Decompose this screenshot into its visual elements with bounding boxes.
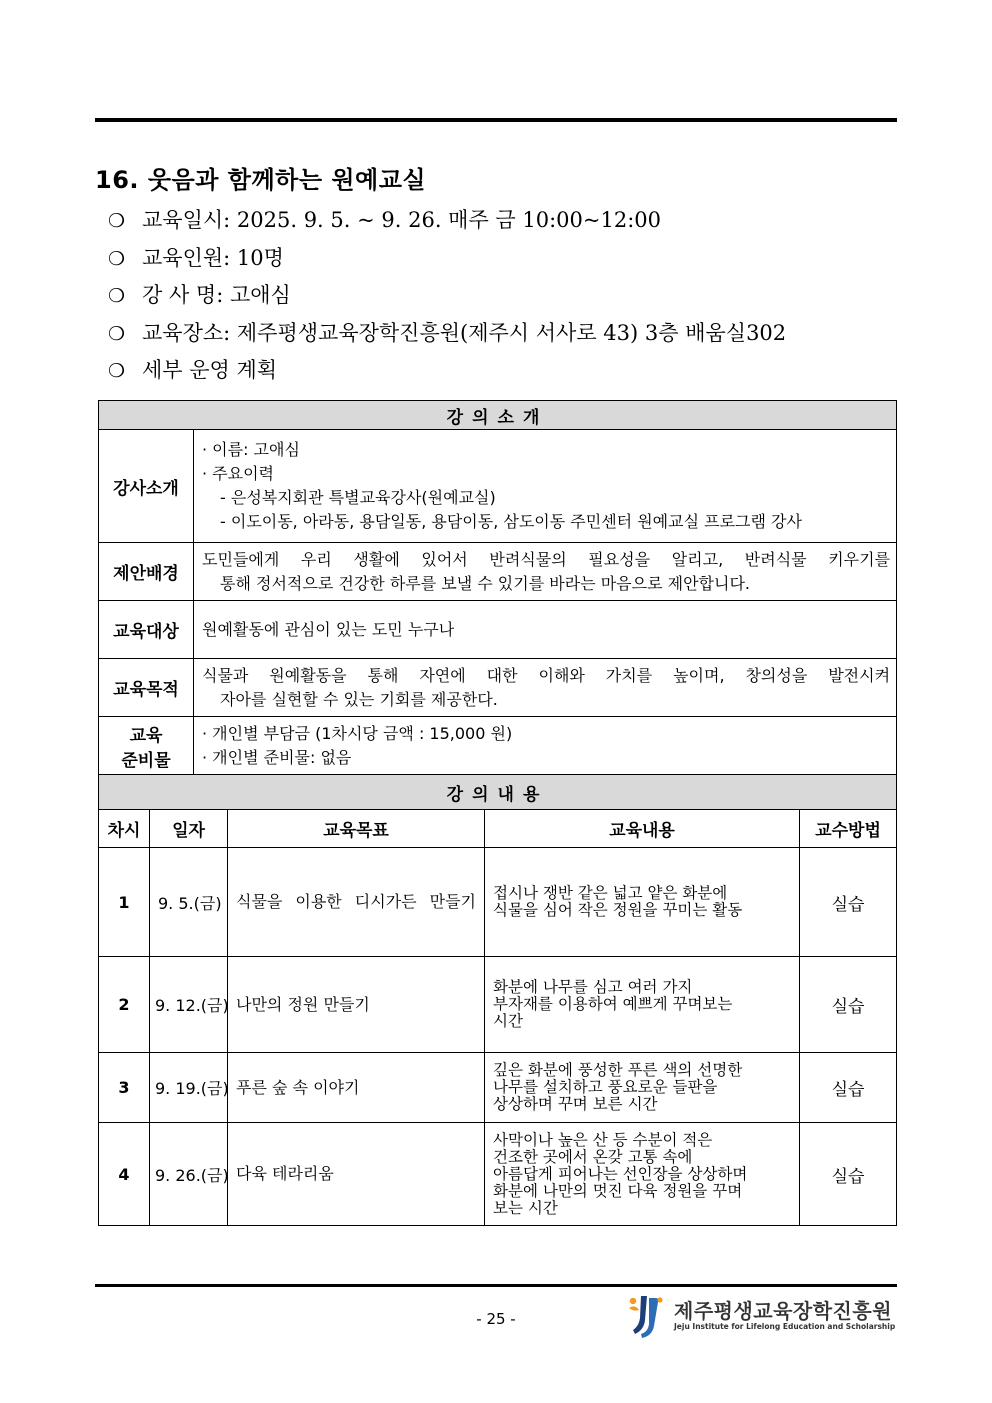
session-goal: 나만의 정원 만들기 <box>228 957 485 1053</box>
course-table <box>98 400 897 1226</box>
intro-band: 강의소개 <box>99 401 897 430</box>
target-label: 교육대상 <box>99 601 194 659</box>
top-rule <box>95 118 897 122</box>
target-row <box>99 601 897 659</box>
content-band: 강의내용 <box>99 775 897 810</box>
session-method: 실습 <box>800 1123 897 1226</box>
table-row <box>99 957 897 1053</box>
session-content: 화분에 나무를 심고 여러 가지 부자재를 이용하여 예쁘게 꾸며보는 시간 <box>485 957 800 1053</box>
circle-bullet-icon: ❍ <box>108 247 126 270</box>
info-item-plan: ❍ 세부 운영 계획 <box>108 352 786 390</box>
session-number: 1 <box>99 848 150 957</box>
session-content: 접시나 쟁반 같은 넓고 얕은 화분에 식물을 심어 작은 정원을 꾸미는 활동 <box>485 848 800 957</box>
session-method: 실습 <box>800 1053 897 1123</box>
background-row <box>99 543 897 601</box>
table-row <box>99 1053 897 1123</box>
col-header-session: 차시 <box>99 810 150 848</box>
section-heading: 16. 웃음과 함께하는 원예교실 <box>95 166 427 194</box>
info-item-location: ❍ 교육장소: 제주평생교육장학진흥원(제주시 서사로 43) 3층 배움실302 <box>108 315 786 353</box>
institute-emblem-icon <box>626 1292 670 1340</box>
background-label: 제안배경 <box>99 543 194 601</box>
session-date: 9. 26.(금) <box>150 1123 228 1226</box>
col-header-date: 일자 <box>150 810 228 848</box>
target-text: 원예활동에 관심이 있는 도민 누구나 <box>194 601 897 659</box>
col-header-method: 교수방법 <box>800 810 897 848</box>
session-content: 깊은 화분에 풍성한 푸른 색의 선명한 나무를 설치하고 풍요로운 들판을 상상하며 꾸며 보른 시간 <box>485 1053 800 1123</box>
purpose-text: 식물과 원예활동을 통해 자연에 대한 이해와 가치를 높이며, 창의성을 발전시켜 자아를 실현할 수 있는 기회를 제공한다. <box>194 659 897 717</box>
session-goal: 푸른 숲 속 이야기 <box>228 1053 485 1123</box>
session-number: 4 <box>99 1123 150 1226</box>
prep-details: · 개인별 부담금 (1차시당 금액 : 15,000 원) · 개인별 준비물: 없음 <box>194 717 897 775</box>
institute-subtitle: Jeju Institute for Lifelong Education and Scholarship <box>674 1322 896 1331</box>
session-goal: 다육 테라리움 <box>228 1123 485 1226</box>
instructor-label: 강사소개 <box>99 430 194 543</box>
page-number: - 25 - <box>476 1310 516 1328</box>
table-row <box>99 1123 897 1226</box>
circle-bullet-icon: ❍ <box>108 360 126 382</box>
content-band-row <box>99 775 897 810</box>
session-goal: 식물을 이용한 디시가든 만들기 <box>228 848 485 957</box>
info-item-instructor: ❍ 강 사 명: 고애심 <box>108 277 786 315</box>
session-date: 9. 5.(금) <box>150 848 228 957</box>
session-date: 9. 12.(금) <box>150 957 228 1053</box>
circle-bullet-icon: ❍ <box>108 322 126 345</box>
instructor-row <box>99 430 897 543</box>
column-header-row <box>99 810 897 848</box>
circle-bullet-icon: ❍ <box>108 210 126 232</box>
purpose-label: 교육목적 <box>99 659 194 717</box>
intro-band-row <box>99 401 897 430</box>
info-item-capacity: ❍ 교육인원: 10명 <box>108 240 786 278</box>
institute-logo <box>626 1292 896 1342</box>
session-number: 3 <box>99 1053 150 1123</box>
instructor-details: · 이름: 고애심 · 주요이력 - 은성복지회관 특별교육강사(원예교실) - 이도이동, 아라동, 용담일동, 용담이동, 삼도이동 주민센터 원예교실 프로그램 강사 <box>194 430 897 543</box>
prep-label: 교육 준비물 <box>99 717 194 775</box>
col-header-goal: 교육목표 <box>228 810 485 848</box>
session-content: 사막이나 높은 산 등 수분이 적은 건조한 곳에서 온갖 고통 속에 아름답게 피어나는 선인장을 상상하며 화분에 나만의 멋진 다육 정원을 꾸며 보는 시간 <box>485 1123 800 1226</box>
info-item-schedule: ❍ 교육일시: 2025. 9. 5. ~ 9. 26. 매주 금 10:00~12:00 <box>108 202 786 240</box>
session-date: 9. 19.(금) <box>150 1053 228 1123</box>
bottom-rule <box>95 1284 897 1287</box>
session-number: 2 <box>99 957 150 1053</box>
col-header-content: 교육내용 <box>485 810 800 848</box>
session-method: 실습 <box>800 957 897 1053</box>
circle-bullet-icon: ❍ <box>108 285 126 307</box>
info-list <box>108 202 786 390</box>
institute-name: 제주평생교육장학진흥원 <box>674 1299 893 1323</box>
session-method: 실습 <box>800 848 897 957</box>
table-row <box>99 848 897 957</box>
purpose-row <box>99 659 897 717</box>
prep-row <box>99 717 897 775</box>
background-text: 도민들에게 우리 생활에 있어서 반려식물의 필요성을 알리고, 반려식물 키우기를 통해 정서적으로 건강한 하루를 보낼 수 있기를 바라는 마음으로 제안합니다. <box>194 543 897 601</box>
